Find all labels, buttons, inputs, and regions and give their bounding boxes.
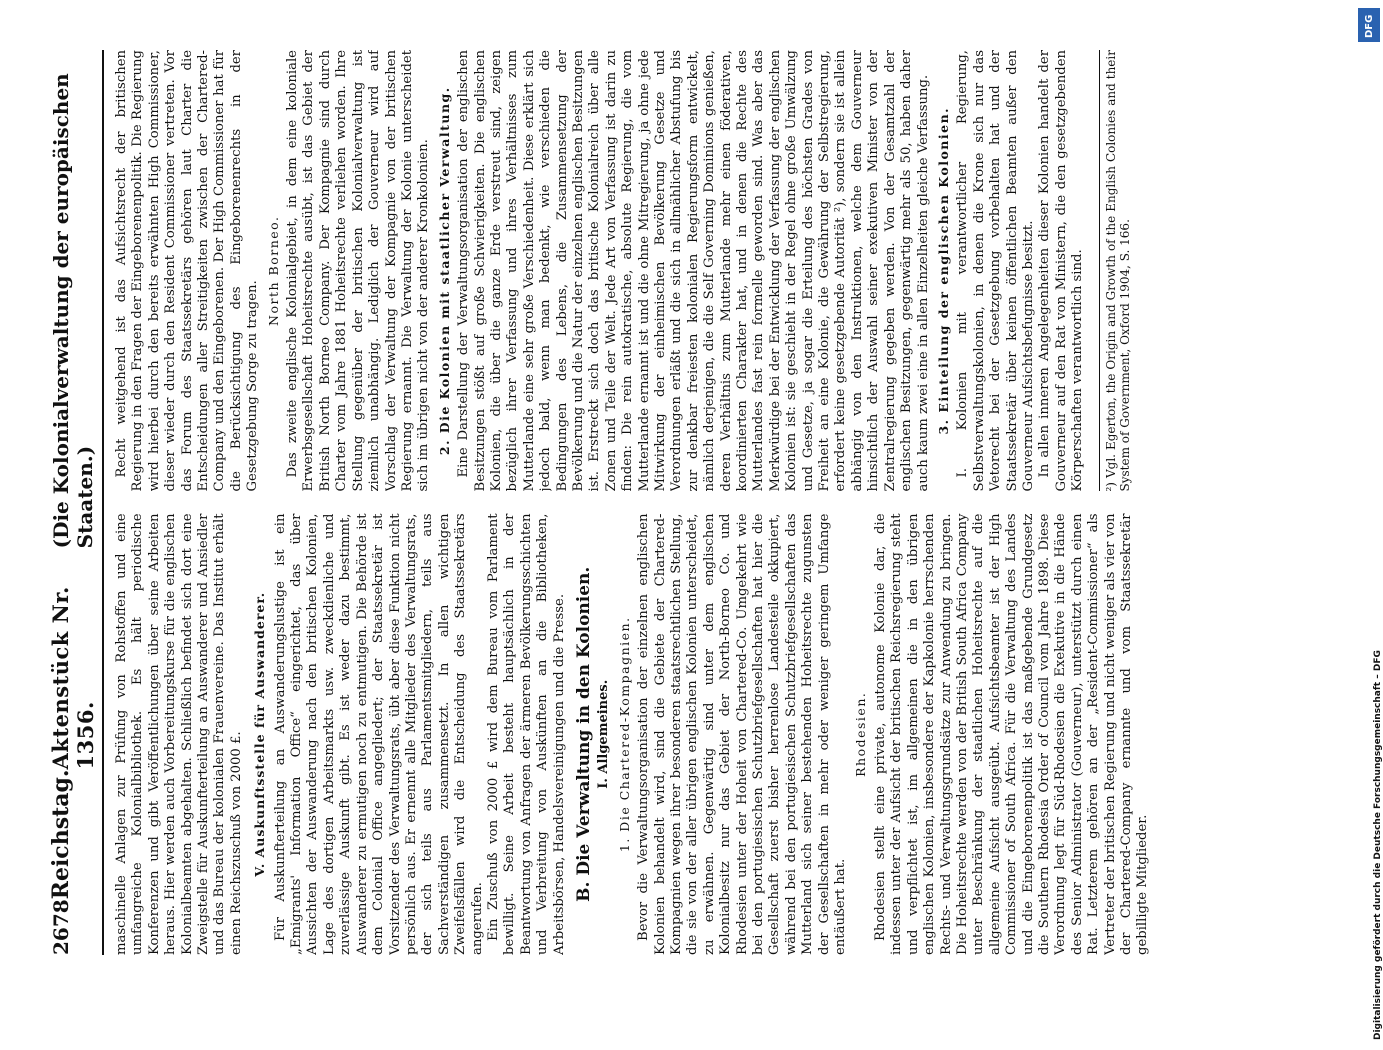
paragraph: In allen inneren Angelegenheiten dieser Kolonien handelt der Gouverneur auf den Rat von Ministern, die den gesetzgebenden Körperschaften verantwortlich sind.	[1037, 50, 1086, 492]
section-heading: 1. Die Chartered-Kompagnien.	[616, 616, 632, 853]
column-right	[114, 50, 1274, 492]
section-heading: 2. Die Kolonien mit staatlicher Verwaltung.	[436, 86, 452, 456]
section-heading: B. Die Verwaltung in den Kolonien.	[573, 566, 594, 902]
page-content	[48, 50, 1298, 955]
paragraph: Rhodesien stellt eine private, autonome Kolonie dar, die indessen unter der Aufsicht der britischen Reichsregierung steht und verpflichtet ist, im allgemeinen die in den übrigen englischen Kolonien, insbesondere der Kapkolonie herrschenden Rechts- und Verwaltungsgrundsätze zur Anwendung zu bringen. Die Hoheitsrechte werden von der British South Africa Company unter Beschränkung der staatlichen Hoheitsrechte auf die allgemeine Aufsicht ausgeübt. Aufsichtsbeamter ist der High Commissioner of South Africa. Für die Verwaltung des Landes und die Eingeborenenpolitik ist das maßgebende Grundgesetz die Southern Rhodesia Order of Council vom Jahre 1898. Diese Verordnung legt für Süd-Rhodesien die Exekutive in die Hände des Senior Administrator (Gouverneur), unterstützt durch einen Rat. Letzterem gehören an der „Resident-Commissioner“ als Vertreter der britischen Regierung und nicht weniger als vier von der Chartered-Company ernannte und vom Staatssekretär gebilligte Mitglieder.	[872, 513, 1151, 955]
paragraph: maschinelle Anlagen zur Prüfung von Rohstoffen und eine umfangreiche Kolonialbibliothek. Es hält periodische Konferenzen und gibt Veröffentlichungen über seine Arbeiten heraus. Hier werden auch Vorbereitungskurse für die englischen Kolonialbeamten abgehalten. Schließlich befindet sich dort eine Zweigstelle für Auskunfterteilung an Auswanderer und Ansiedler und das Bureau der kolonialen Frauenvereine. Das Institut erhält einen Reichszuschuß von 2000 £.	[114, 513, 244, 955]
header-document: Aktenstück Nr. 1356.	[48, 586, 98, 770]
margin-note	[1351, 250, 1381, 1050]
text-columns	[114, 50, 1274, 955]
header-title: (Die Kolonialverwaltung der europäischen Staaten.)	[49, 73, 97, 549]
footnote: ²) Vgl. Egerton, the Origin and Growth of the English Colonies and their System of Government, Oxford 1904, S. 166.	[1099, 50, 1133, 492]
section-heading: Rhodesien.	[853, 691, 869, 777]
page-header	[48, 50, 104, 955]
section-heading: 3. Einteilung der englischen Kolonien.	[935, 106, 951, 435]
paragraph: Ein Zuschuß von 2000 £ wird dem Bureau vom Parlament bewilligt. Seine Arbeit besteht hauptsächlich in der Beantwortung von Anfragen der ärmeren Bevölkerungsschichten und Verbreitung von Auskünften an die Bibliotheken, Arbeitsbörsen, Handelsvereinigungen und die Presse.	[485, 513, 567, 955]
paragraph: Recht weitgehend ist das Aufsichtsrecht der britischen Regierung in den Fragen der Eingeborenenpolitik. Die Regierung wird hierbei durch den bereits erwähnten High Commissioner, dieser wieder durch den Resident Commissioner vertreten. Vor das Forum des Staatssekretärs gehören laut Charter die Entscheidungen aller Streitigkeiten zwischen der Chartered-Company und den Eingeborenen. Der High Commissioner hat für die Berücksichtigung des Eingeborenenrechts in der Gesetzgebung Sorge zu tragen.	[114, 50, 261, 492]
section-heading: V. Auskunftsstelle für Auswanderer.	[252, 591, 268, 877]
paragraph: Für Auskunfterteilung an Auswanderungslustige ist ein „Emigrants' Information Office“ eingerichtet, das über Aussichten der Auswanderung nach den britischen Kolonien, Lage des dortigen Arbeitsmarkts usw. zweckdienliche und zuverlässige Auskunft gibt. Es ist weder dazu bestimmt, Auswanderer zu ermutigen noch zu entmutigen. Die Behörde ist dem Colonial Office angegliedert; der Staatssekretär ist Vorsitzender des Verwaltungsrats, übt aber diese Funktion nicht persönlich aus. Er ernennt alle Mitglieder des Verwaltungsrats, der sich teils aus Parlamentsmitgliedern, teils aus Sachverständigen zusammensetzt. In allen wichtigen Zweifelsfällen wird die Entscheidung des Staatssekretärs angerufen.	[272, 513, 485, 955]
dfg-logo	[1358, 8, 1380, 42]
margin-note-text: Digitalisierung gefördert durch die Deutsche Forschungsgemeinschaft – DFG	[1373, 650, 1383, 1040]
section-heading: I. Allgemeines.	[596, 679, 612, 789]
paragraph: Das zweite englische Kolonialgebiet, in dem eine koloniale Erwerbsgesellschaft Hoheitsrechte ausübt, ist das Gebiet der British North Borneo Company. Der Kompagnie sind durch Charter vom Jahre 1881 Hoheitsrechte verliehen worden. Ihre Stellung gegenüber der britischen Kolonialverwaltung ist ziemlich unabhängig. Lediglich der Gouverneur wird auf Vorschlag der Verwaltung der Kompagnie von der britischen Regierung ernannt. Die Verwaltung der Kolonie unterscheidet sich im übrigen nicht von der anderer Kronkolonien.	[285, 50, 432, 492]
dfg-logo-text: DFG	[1364, 14, 1375, 38]
section-heading: North Borneo.	[265, 215, 281, 326]
paragraph: I. Kolonien mit verantwortlicher Regierung, Selbstverwaltungskolonien, in denen die Krone sich nur das Vetorecht bei der Gesetzgebung vorbehalten hat und der Staatssekretär über keinen öffentlichen Beamten außer den Gouverneur Aufsichtsbefugnisse besitzt.	[955, 50, 1036, 492]
page-number: 2678	[49, 899, 73, 955]
paragraph: Bevor die Verwaltungsorganisation der einzelnen englischen Kolonien behandelt wird, sind die Gebiete der Chartered-Kompagnien wegen ihrer besonderen staatsrechtlichen Stellung, die sie von der aller übrigen englischen Kolonien unterscheidet, zu erwähnen. Gegenwärtig sind unter dem englischen Kolonialbesitz nur das Gebiet der North-Borneo Co. und Rhodesien unter der Hoheit von Chartered-Co. Umgekehrt wie bei den portugiesischen Schutzbriefgesellschaften hat hier die Gesellschaft zuerst bisher herrenlose Landesteile okkupiert, während bei den portugiesischen Schutzbriefgesellschaften das Mutterland sich seiner bestehenden Hoheitsrechte zugunsten der Gesellschaften in mehr oder weniger geringem Umfange entäußert hat.	[636, 513, 849, 955]
paragraph: Eine Darstellung der Verwaltungsorganisation der englischen Besitzungen stößt auf große Schwierigkeiten. Die englischen Kolonien, die über die ganze Erde verstreut sind, zeigen bezüglich ihrer Verfassung und ihres Verhältnisses zum Mutterlande eine sehr große Verschiedenheit. Diese erklärt sich jedoch bald, wenn man bedenkt, wie verschieden die Bedingungen des Lebens, die Zusammensetzung der Bevölkerung und die Natur der einzelnen englischen Besitzungen ist. Erstreckt sich doch das britische Kolonialreich über alle Zonen und Teile der Welt. Jede Art von Verfassung ist darin zu finden: Die rein autokratische, absolute Regierung, die vom Mutterlande ernannt ist und die ohne Mitregierung, ja ohne jede Mitwirkung der einheimischen Bevölkerung Gesetze und Verordnungen erläßt und die sich in allmählicher Abstufung bis zur denkbar freiesten kolonialen Regierungsform entwickelt, nämlich derjenigen, die die Self Governing Dominions genießen, deren Verhältnis zum Mutterlande mehr einen föderativen, koordinierten Charakter hat, und in denen die Rechte des Mutterlandes fast rein formelle geworden sind. Was aber das Merkwürdige bei der Entwicklung der Verfassung der englischen Kolonien ist: sie geschieht in der Regel ohne große Umwälzung und Gesetze, ja sogar die Erteilung des höchsten Grades von Freiheit an eine Kolonie, die Gewährung der Selbstregierung, erfordert keine gesetzgebende Autorität ²), sondern sie ist allein abhängig von den Instruktionen, welche dem Gouverneur hinsichtlich der Auswahl seiner exekutiven Minister von der Zentralregierung gegeben werden. Von der Gesamtzahl der englischen Besitzungen, gegenwärtig mehr als 50, haben daher auch kaum zwei eine in allen Einzelheiten gleiche Verfassung.	[456, 50, 931, 492]
header-source: Reichstag.	[48, 769, 74, 900]
column-left	[114, 514, 1274, 956]
